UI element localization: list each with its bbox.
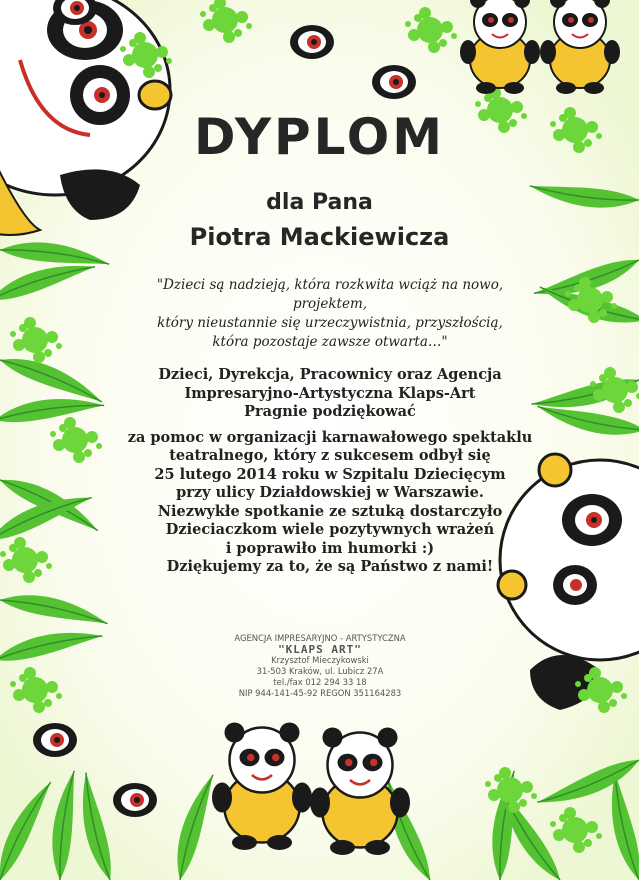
body-line: za pomoc w organizacji karnawałowego spektaklu: [127, 428, 533, 446]
body-line: Dzieci, Dyrekcja, Pracownicy oraz Agencja: [158, 366, 502, 383]
body-line: 25 lutego 2014 roku w Szpitalu Dziecięcym: [154, 465, 506, 483]
body-line: przy ulicy Działdowskiej w Warszawie.: [176, 484, 484, 501]
body-line: i poprawiło im humorki :): [225, 539, 435, 557]
body-line: Pragnie podziękować: [244, 403, 416, 420]
diploma-title: DYPLOM: [193, 108, 446, 166]
stamp-line: tel./fax 012 294 33 18: [273, 677, 367, 687]
quote: [120, 276, 540, 352]
eye-icon: [372, 65, 416, 99]
eye-icon: [113, 783, 157, 817]
stamp-line: NIP 944-141-45-92 REGON 351164283: [238, 688, 402, 698]
eye-icon: [290, 25, 334, 59]
body-line: teatralnego, który z sukcesem odbył się: [169, 447, 491, 464]
body-line: Dzieciaczkom wiele pozytywnych wrażeń: [165, 521, 495, 538]
recipient-name: Piotra Mackiewicza: [189, 223, 450, 251]
stamp-agency-name: "KLAPS ART": [278, 643, 362, 656]
quote-line: "Dzieci są nadzieją, która rozkwita wciąż na nowo, projektem,: [156, 277, 504, 312]
body-line: Impresaryjno-Artystyczna Klaps-Art: [184, 384, 476, 402]
eye-icon: [33, 723, 77, 757]
stamp-line: 31-503 Kraków, ul. Lubicz 27A: [256, 666, 384, 676]
body-line: Dziękujemy za to, że są Państwo z nami!: [166, 558, 494, 575]
agency-stamp: [220, 633, 420, 699]
diploma-body: [110, 366, 550, 577]
body-line: Niezwykłe spotkanie ze sztuką dostarczyło: [157, 502, 503, 520]
recipient-prefix: dla Pana: [266, 190, 373, 215]
quote-line: który nieustannie się urzeczywistnia, przyszłością,: [157, 315, 503, 331]
stamp-line: Krzysztof Mieczykowski: [271, 655, 369, 665]
quote-line: która pozostaje zawsze otwarta…": [212, 334, 448, 350]
stamp-line: AGENCJA IMPRESARYJNO - ARTYSTYCZNA: [234, 633, 406, 643]
